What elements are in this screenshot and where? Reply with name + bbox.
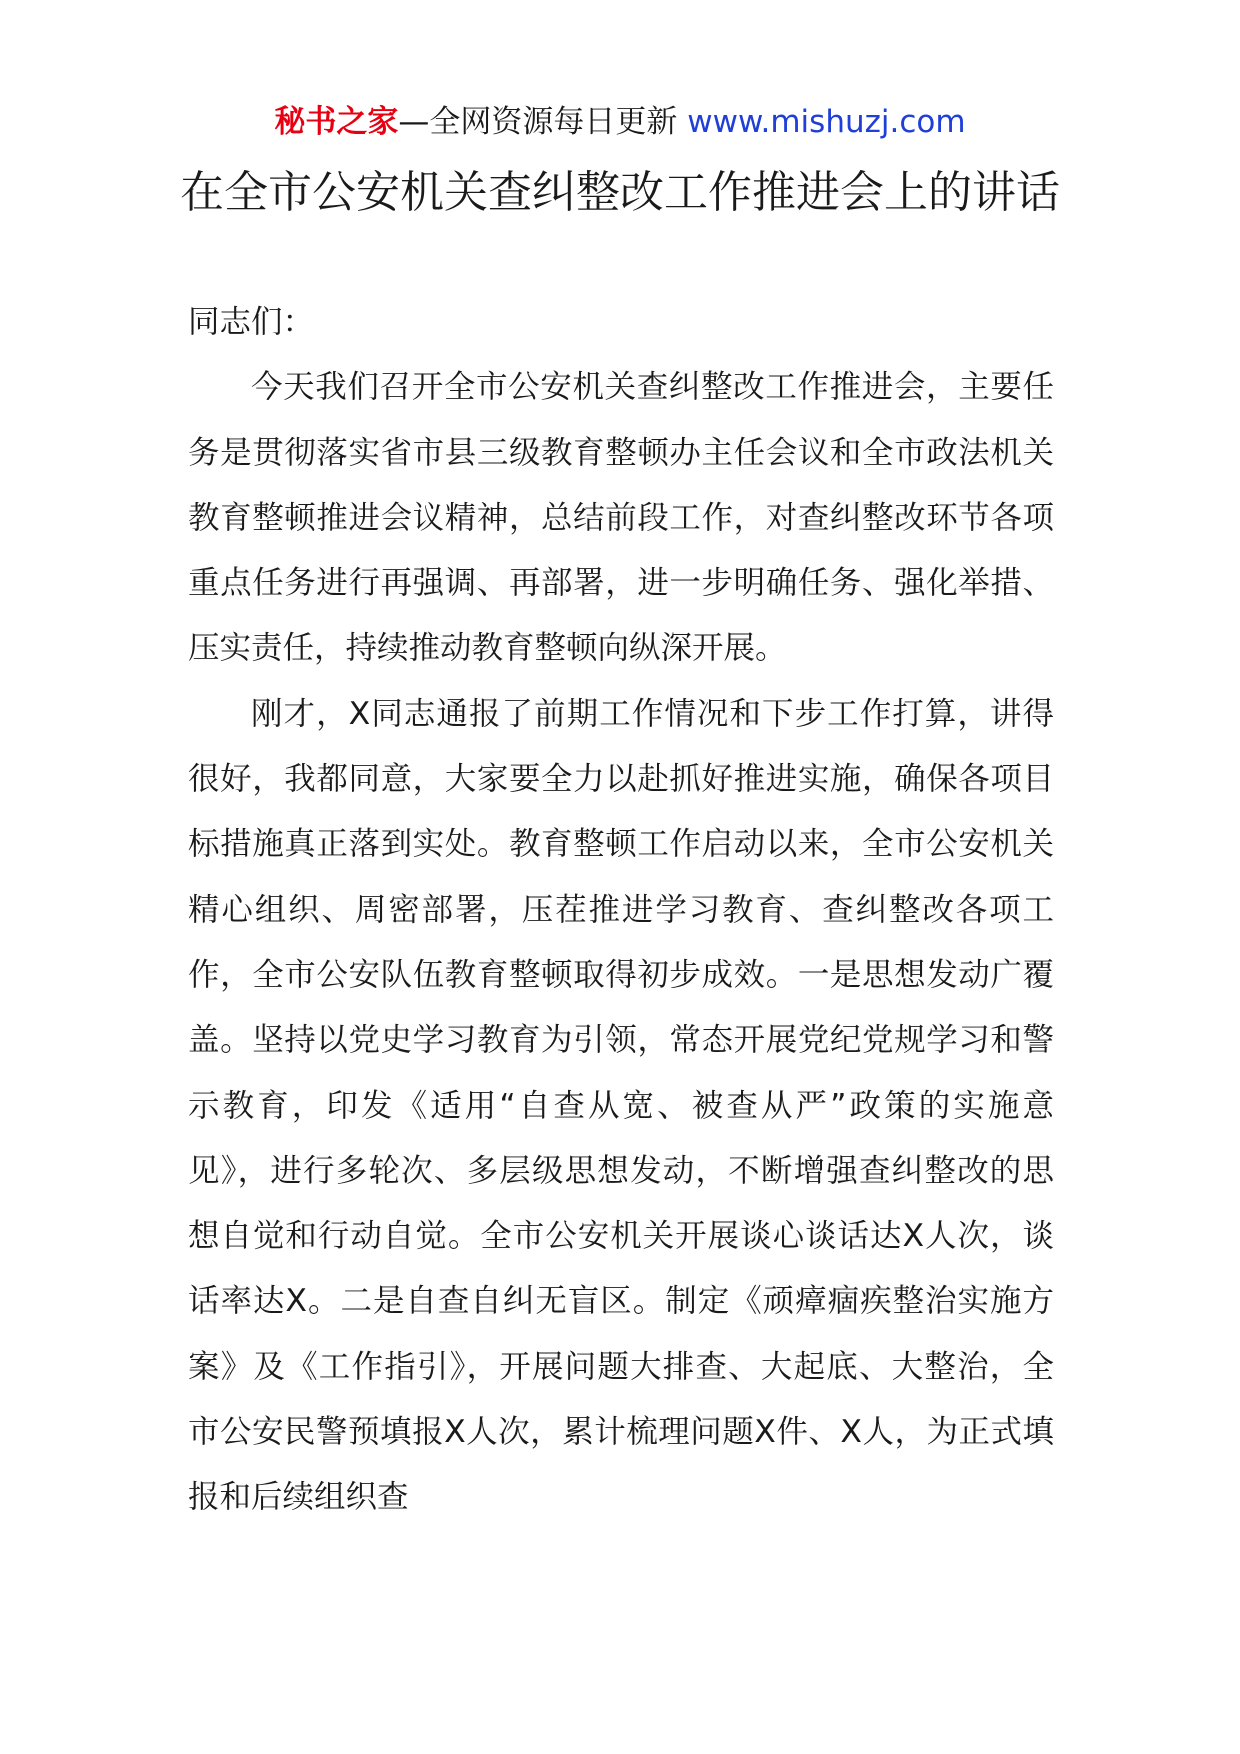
site-url[interactable]: www.mishuzj.com [687,104,966,140]
document-title: 在全市公安机关查纠整改工作推进会上的讲话 [180,167,1060,218]
salutation: 同志们： [188,304,315,340]
brand-name: 秘书之家 [274,104,399,140]
site-header [0,100,1240,144]
paragraph-2: 刚才，X同志通报了前期工作情况和下步工作打算，讲得很好，我都同意，大家要全力以赴抓好推进实施，确保各项目标措施真正落到实处。教育整顿工作启动以来，全市公安机关精心组织、周密部署，压茬推进学习教育、查纠整改各项工作，全市公安队伍教育整顿取得初步成效。一是思想发动广覆盖。坚持以党史学习教育为引领，常态开展党纪党规学习和警示教育，印发《适用“自查从宽、被查从严”政策的实施意见》，进行多轮次、多层级思想发动，不断增强查纠整改的思想自觉和行动自觉。全市公安机关开展谈心谈话达X人次，谈话率达X。二是自查自纠无盲区。制定《顽瘴痼疾整治实施方案》及《工作指引》，开展问题大排查、大起底、大整治，全市公安民警预填报X人次，累计梳理问题X件、X人，为正式填报和后续组织查 [188,695,1054,1516]
document-body [188,290,1054,1531]
paragraph-1: 今天我们召开全市公安机关查纠整改工作推进会，主要任务是贯彻落实省市县三级教育整顿办主任会议和全市政法机关教育整顿推进会议精神，总结前段工作，对查纠整改环节各项重点任务进行再强调、再部署，进一步明确任务、强化举措、压实责任，持续推动教育整顿向纵深开展。 [188,369,1054,667]
site-slogan: —全网资源每日更新 [398,104,678,140]
